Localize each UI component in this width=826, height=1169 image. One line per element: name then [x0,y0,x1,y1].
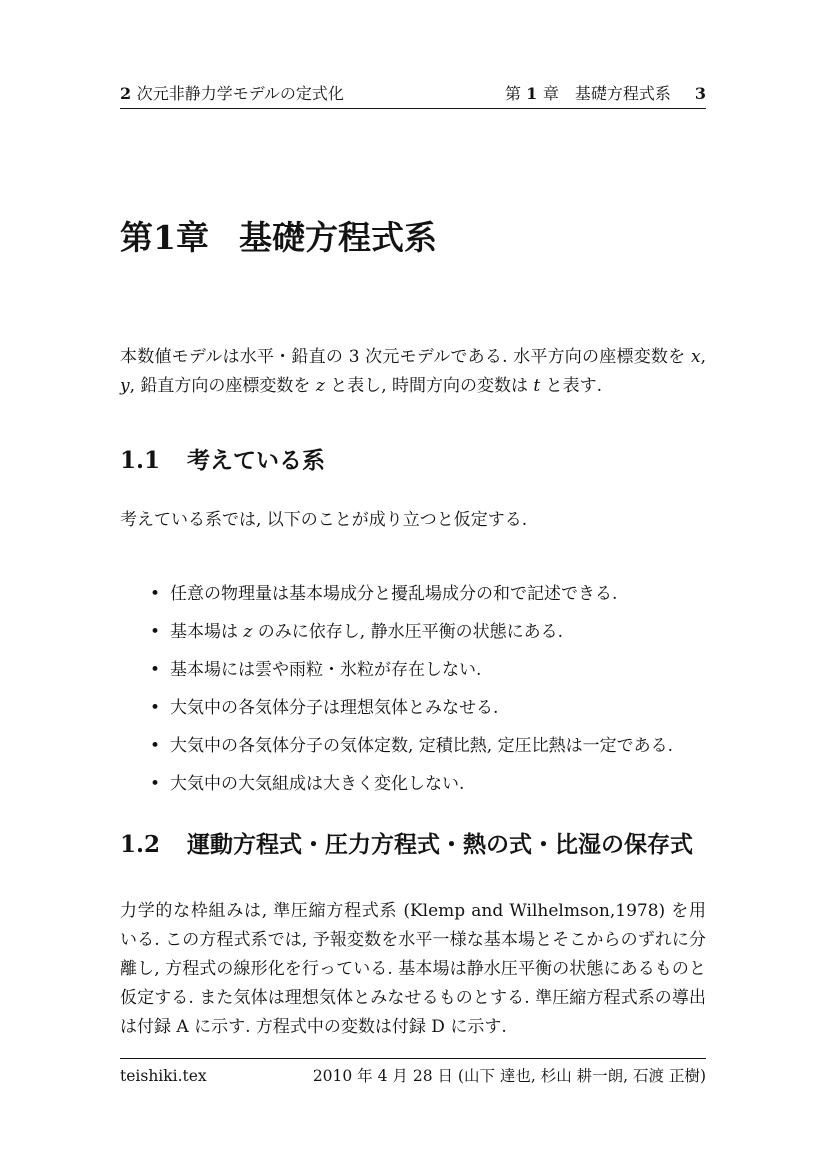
list-item: • 基本場は z のみに依存し, 静水圧平衡の状態にある. [120,618,706,647]
header-rule [120,108,706,109]
intro-paragraph: 本数値モデルは水平・鉛直の 3 次元モデルである. 水平方向の座標変数を x, y, 鉛直方向の座標変数を z と表し, 時間方向の変数は t と表す. [120,347,706,396]
page-header [120,84,706,104]
list-item: • 任意の物理量は基本場成分と擾乱場成分の和で記述できる. [120,580,706,609]
page-footer [120,1066,706,1086]
header-page-number: 3 [694,84,706,103]
section-1-1-title: 考えている系 [187,448,326,474]
footer-date-authors: 2010 年 4 月 28 日 (山下 達也, 杉山 耕一朗, 石渡 正樹) [312,1067,706,1085]
section-1-2-title: 運動方程式・圧力方程式・熱の式・比湿の保存式 [187,832,694,858]
footer-filename: teishiki.tex [120,1067,207,1085]
list-item: • 大気中の各気体分子の気体定数, 定積比熱, 定圧比熱は一定である. [120,732,706,761]
section-1-1-lead: 考えている系では, 以下のことが成り立つと仮定する. [120,510,528,530]
header-document-title: 2 次元非静力学モデルの定式化 [120,84,344,103]
section-1-2-heading [120,830,693,860]
section-1-1-number: 1.1 [120,447,161,474]
header-chapter-mark [505,84,706,104]
chapter-heading [120,216,437,260]
section-1-1-heading [120,446,325,476]
section-1-2-paragraph: 力学的な枠組みは, 準圧縮方程式系 (Klemp and Wilhelmson,1978) を用いる. この方程式系では, 予報変数を水平一様な基本場とそこからのずれに分離し, 方程式の線形化を行っている. 基本場は静水圧平衡の状態にあるものと仮定する. また気体は理想気体とみなせるものとする. 準圧縮方程式系の導出は付録 A に示す. 方程式中の変数は付録 D に示す. [120,901,706,1037]
list-item: • 大気中の大気組成は大きく変化しない. [120,770,706,799]
list-item: • 基本場には雲や雨粒・氷粒が存在しない. [120,656,706,685]
list-item: • 大気中の各気体分子は理想気体とみなせる. [120,694,706,723]
assumption-list [120,580,706,808]
footer-rule [120,1058,706,1059]
chapter-title: 基礎方程式系 [238,218,437,257]
header-chapter-title: 第 1 章 基礎方程式系 [505,84,671,103]
section-1-2-number: 1.2 [120,831,161,858]
chapter-label: 第1章 [120,218,209,257]
